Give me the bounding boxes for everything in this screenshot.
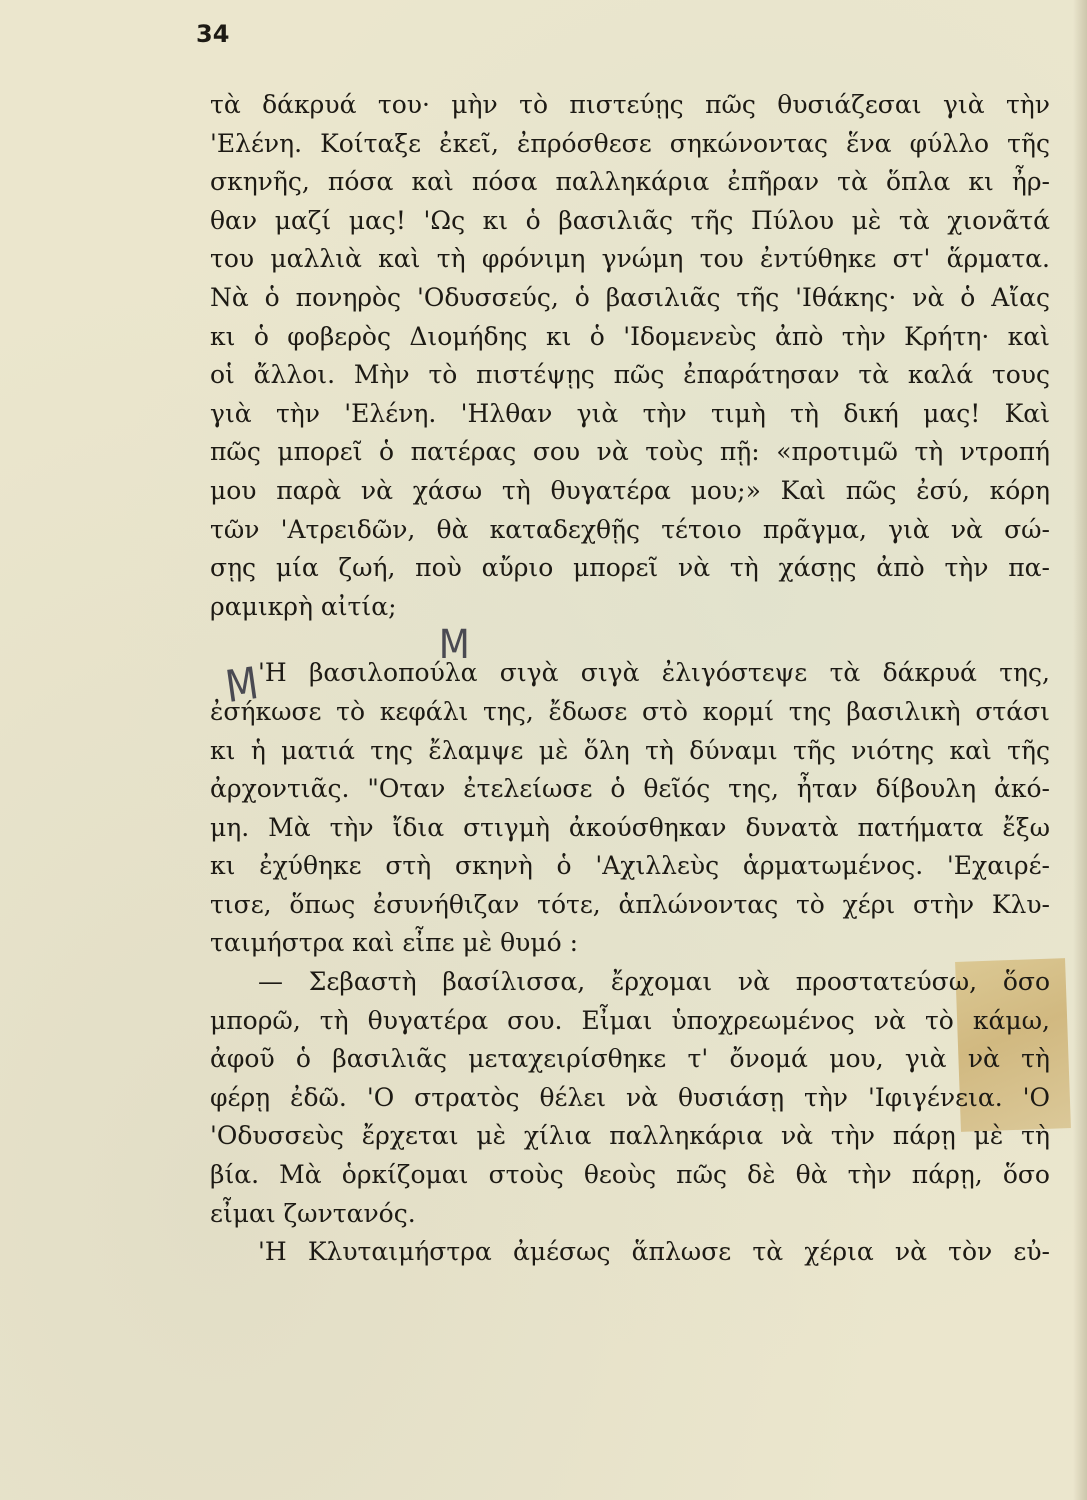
paragraph-gap [210,626,1050,654]
text-line: κι ἐχύθηκε στὴ σκηνὴ ὁ 'Αχιλλεὺς ἁρματωμένος. 'Εχαιρέ- [210,851,1050,881]
text-line: βία. Μὰ ὁρκίζομαι στοὺς θεοὺς πῶς δὲ θὰ τὴν πάρῃ, ὅσο [210,1160,1050,1190]
text-line: μου παρὰ νὰ χάσω τὴ θυγατέρα μου;» Καὶ πῶς ἐσύ, κόρη [210,475,1050,505]
text-line: Νὰ ὁ πονηρὸς 'Οδυσσεύς, ὁ βασιλιᾶς τῆς 'Ιθάκης· νὰ ὁ Αἴας [210,282,1050,312]
text-line: γιὰ τὴν 'Ελένη. 'Ηλθαν γιὰ τὴν τιμὴ τὴ δική μας! Καὶ [210,398,1050,428]
body-text [210,86,1050,1272]
text-line: σῃς μία ζωή, ποὺ αὔριο μπορεῖ νὰ τὴ χάσῃς ἀπὸ τὴν πα- [210,553,1050,583]
text-line: εἶμαι ζωντανός. [210,1198,416,1228]
text-line: πῶς μπορεῖ ὁ πατέρας σου νὰ τοὺς πῇ: «προτιμῶ τὴ ντροπή [210,437,1050,467]
text-line: ἀφοῦ ὁ βασιλιᾶς μεταχειρίσθηκε τ' ὄνομά μου, γιὰ νὰ τὴ [210,1044,1050,1074]
text-line: 'Ελένη. Κοίταξε ἐκεῖ, ἐπρόσθεσε σηκώνοντας ἕνα φύλλο τῆς [210,128,1050,158]
text-line: τισε, ὅπως ἐσυνήθιζαν τότε, ἁπλώνοντας τὸ χέρι στὴν Κλυ- [210,889,1050,919]
text-line: φέρῃ ἐδῶ. 'Ο στρατὸς θέλει νὰ θυσιάσῃ τὴν 'Ιφιγένεια. 'Ο [210,1082,1050,1112]
pencil-mark: Μ [222,658,262,713]
page-number: 34 [196,20,230,48]
text-line: τῶν 'Ατρειδῶν, θὰ καταδεχθῇς τέτοιο πρᾶγμα, γιὰ νὰ σώ- [210,514,1050,544]
pencil-mark: Μ [438,622,470,668]
text-line: 'Η Κλυταιμήστρα ἀμέσως ἅπλωσε τὰ χέρια νὰ τὸν εὐ- [258,1237,1050,1267]
text-line: μπορῶ, τὴ θυγατέρα σου. Εἶμαι ὑποχρεωμένος νὰ τὸ κάμω, [210,1005,1050,1035]
text-line: τὰ δάκρυά του· μὴν τὸ πιστεύῃς πῶς θυσιάζεσαι γιὰ τὴν [210,90,1050,119]
text-line: σκηνῆς, πόσα καὶ πόσα παλληκάρια ἐπῆραν τὰ ὅπλα κι ἦρ- [210,167,1050,197]
text-line: κι ἡ ματιά της ἔλαμψε μὲ ὅλη τὴ δύναμι τῆς νιότης καὶ τῆς [210,735,1050,765]
text-line: του μαλλιὰ καὶ τὴ φρόνιμη γνώμη του ἐντύθηκε στ' ἅρματα. [210,244,1050,274]
page-edge-wear [1073,0,1087,1500]
text-line: 'Η βασιλοπούλα σιγὰ σιγὰ ἐλιγόστεψε τὰ δάκρυά της, [258,658,1050,688]
text-line: ἀρχοντιᾶς. "Οταν ἐτελείωσε ὁ θεῖός της, ἦταν δίβουλη ἀκό- [210,774,1050,804]
text-line: θαν μαζί μας! 'Ως κι ὁ βασιλιᾶς τῆς Πύλου μὲ τὰ χιονᾶτά [210,205,1050,235]
text-line: ἐσήκωσε τὸ κεφάλι της, ἔδωσε στὸ κορμί της βασιλικὴ στάσι [210,696,1050,726]
text-line: 'Οδυσσεὺς ἔρχεται μὲ χίλια παλληκάρια νὰ τὴν πάρῃ μὲ τὴ [210,1121,1050,1151]
text-line: κι ὁ φοβερὸς Διομήδης κι ὁ 'Ιδομενεὺς ἀπὸ τὴν Κρήτη· καὶ [210,321,1050,351]
text-line: ταιμήστρα καὶ εἶπε μὲ θυμό : [210,928,579,958]
text-line: οἱ ἄλλοι. Μὴν τὸ πιστέψῃς πῶς ἐπαράτησαν τὰ καλά τους [210,360,1050,390]
text-line: μη. Μὰ τὴν ἴδια στιγμὴ ἀκούσθηκαν δυνατὰ πατήματα ἔξω [210,812,1050,842]
text-line: — Σεβαστὴ βασίλισσα, ἔρχομαι νὰ προστατεύσω, ὅσο [258,967,1050,997]
text-line: ραμικρὴ αἰτία; [210,591,397,621]
